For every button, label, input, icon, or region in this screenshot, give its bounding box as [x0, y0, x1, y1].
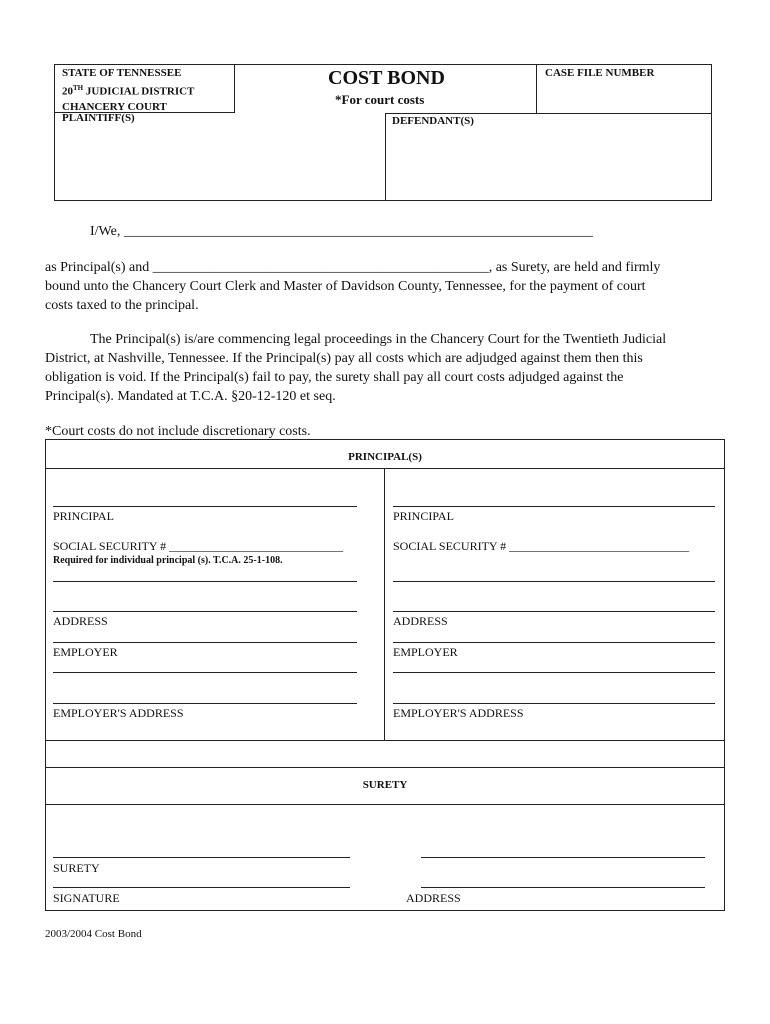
- surety-address-line-2[interactable]: [421, 887, 705, 888]
- left-employer-address-label: EMPLOYER'S ADDRESS: [53, 706, 184, 720]
- surety-signature-line[interactable]: [53, 887, 350, 888]
- right-employer-address-line[interactable]: [393, 703, 715, 704]
- right-principal-blank-line-1[interactable]: [393, 581, 715, 582]
- right-ssn-field[interactable]: SOCIAL SECURITY # ______________________________: [393, 539, 690, 553]
- case-file-label: CASE FILE NUMBER: [545, 67, 655, 79]
- right-principal-signature-line[interactable]: [393, 506, 715, 507]
- paragraph-2: [45, 330, 666, 406]
- district-suffix: TH: [73, 84, 84, 92]
- left-ssn-field[interactable]: SOCIAL SECURITY # _____________________________: [53, 539, 344, 553]
- left-address-label: ADDRESS: [53, 614, 108, 628]
- paragraph-1-line-2: bound unto the Chancery Court Clerk and Master of Davidson County, Tennessee, for the payment of court: [45, 279, 646, 294]
- left-principal-label: PRINCIPAL: [53, 509, 114, 523]
- right-employer-address-label: EMPLOYER'S ADDRESS: [393, 706, 524, 720]
- left-ssn-requirement: Required for individual principal (s). T.C.A. 25-1-108.: [53, 555, 283, 566]
- right-principal-label: PRINCIPAL: [393, 509, 454, 523]
- right-employer-line[interactable]: [393, 642, 715, 643]
- paragraph-2-line-2: District, at Nashville, Tennessee. If the Principal(s) pay all costs which are adjudged against them then this: [45, 351, 643, 366]
- plaintiff-label: PLAINTIFF(S): [62, 112, 135, 124]
- right-employer-blank-line[interactable]: [393, 672, 715, 673]
- left-employer-line[interactable]: [53, 642, 357, 643]
- iwe-line[interactable]: I/We, ___________________________________________________________________: [90, 224, 593, 239]
- district-line: [62, 81, 194, 100]
- surety-heading: SURETY: [362, 779, 408, 791]
- left-employer-address-line[interactable]: [53, 703, 357, 704]
- surety-heading-divider: [45, 804, 725, 805]
- page-title: COST BOND: [328, 67, 445, 89]
- signature-table: [45, 439, 725, 911]
- principals-heading-divider: [45, 468, 725, 469]
- state-line: STATE OF TENNESSEE: [62, 67, 182, 79]
- left-employer-label: EMPLOYER: [53, 645, 118, 659]
- left-address-line[interactable]: [53, 611, 357, 612]
- surety-address-label: ADDRESS: [406, 891, 461, 905]
- party-divider: [385, 113, 386, 201]
- paragraph-1: [45, 258, 660, 315]
- case-file-divider: [536, 64, 537, 114]
- court-line: CHANCERY COURT: [62, 100, 167, 113]
- surety-address-line-1[interactable]: [421, 857, 705, 858]
- paragraph-2-line-3: obligation is void. If the Principal(s) fail to pay, the surety shall pay all court costs adjudged against the: [45, 370, 624, 385]
- defendant-label: DEFENDANT(S): [392, 115, 474, 127]
- principals-heading: PRINCIPAL(S): [348, 451, 422, 463]
- left-principal-blank-line-1[interactable]: [53, 581, 357, 582]
- paragraph-2-line-4: Principal(s). Mandated at T.C.A. §20-12-120 et seq.: [45, 389, 336, 404]
- principals-bottom-divider: [45, 740, 725, 741]
- paragraph-2-line-1: The Principal(s) is/are commencing legal proceedings in the Chancery Court for the Twentieth Judicial: [90, 332, 667, 347]
- principals-column-divider: [384, 468, 385, 740]
- right-address-label: ADDRESS: [393, 614, 448, 628]
- paragraph-1-line-3: costs taxed to the principal.: [45, 298, 199, 313]
- surety-name-line[interactable]: [53, 857, 350, 858]
- page-subtitle: *For court costs: [335, 92, 425, 107]
- right-address-line[interactable]: [393, 611, 715, 612]
- plaintiff-field[interactable]: [56, 127, 383, 199]
- surety-signature-label: SIGNATURE: [53, 891, 120, 905]
- surety-top-divider: [45, 767, 725, 768]
- district-text: JUDICIAL DISTRICT: [83, 85, 195, 98]
- court-name: [62, 66, 194, 115]
- left-principal-signature-line[interactable]: [53, 506, 357, 507]
- left-employer-blank-line[interactable]: [53, 672, 357, 673]
- paragraph-1-line-1[interactable]: as Principal(s) and ________________________________________________, as Surety, are held and firmly: [45, 260, 661, 275]
- defendant-field[interactable]: [387, 129, 710, 199]
- right-employer-label: EMPLOYER: [393, 645, 458, 659]
- surety-label: SURETY: [53, 861, 100, 875]
- court-costs-note: *Court costs do not include discretionary costs.: [45, 424, 311, 439]
- district-number: 20: [62, 85, 73, 98]
- form-footer: 2003/2004 Cost Bond: [45, 928, 142, 940]
